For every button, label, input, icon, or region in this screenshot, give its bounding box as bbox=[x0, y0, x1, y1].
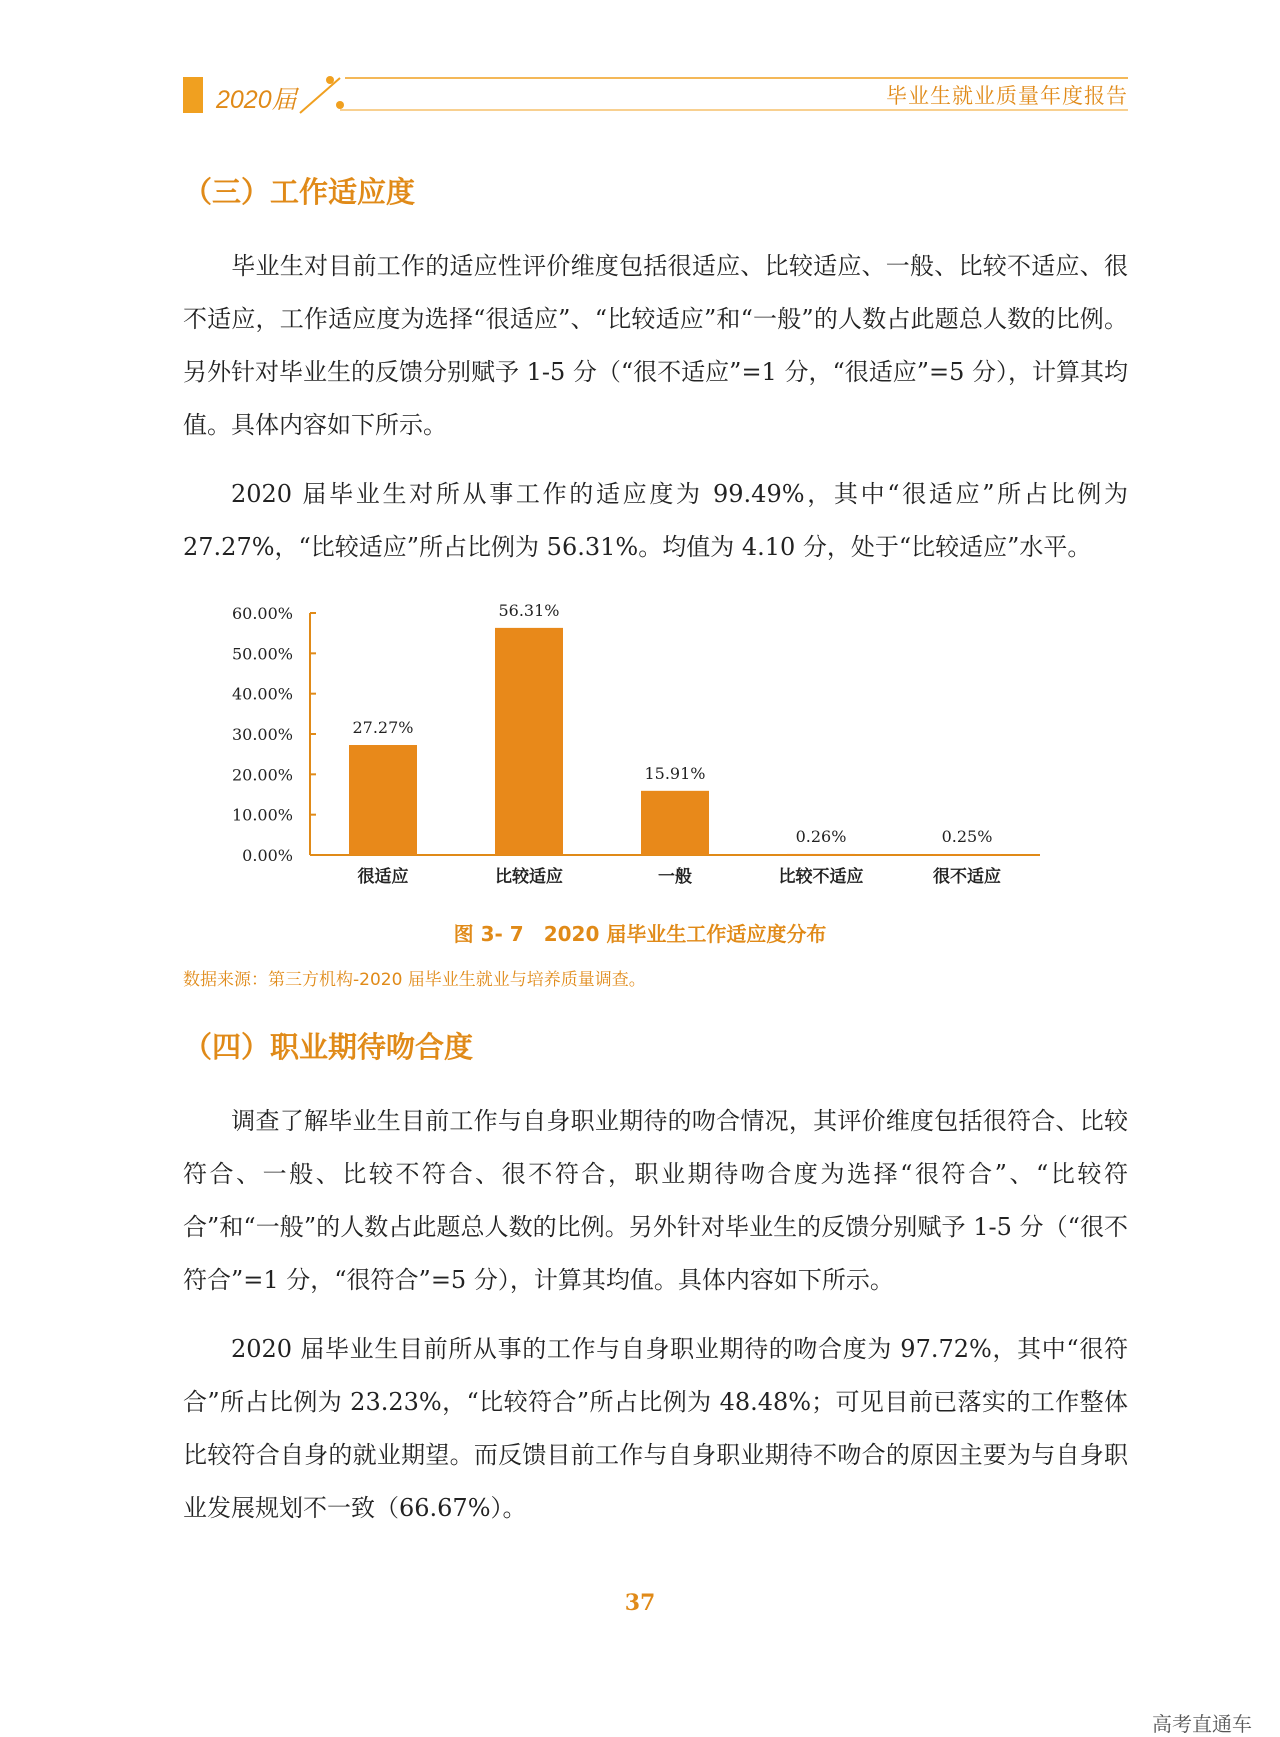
category-label: 比较适应 bbox=[495, 867, 563, 887]
bar bbox=[933, 854, 1001, 855]
data-label: 0.25% bbox=[941, 826, 993, 846]
watermark: 高考直通车 bbox=[1152, 1712, 1252, 1736]
page-number: 37 bbox=[624, 1590, 656, 1616]
section-4-heading: （四）职业期待吻合度 bbox=[183, 1030, 474, 1064]
data-label: 56.31% bbox=[498, 600, 560, 620]
y-tick-label: 20.00% bbox=[231, 765, 293, 785]
category-label: 比较不适应 bbox=[778, 867, 864, 887]
data-label: 15.91% bbox=[644, 763, 706, 783]
category-label: 很不适应 bbox=[933, 867, 1001, 887]
y-tick-label: 50.00% bbox=[231, 644, 293, 664]
header-year: 2020届 bbox=[216, 86, 297, 114]
bar bbox=[787, 854, 855, 855]
y-tick-label: 60.00% bbox=[231, 604, 293, 623]
bar bbox=[349, 745, 417, 855]
header-title: 毕业生就业质量年度报告 bbox=[886, 84, 1128, 108]
y-tick-label: 40.00% bbox=[231, 684, 293, 704]
category-label: 很适应 bbox=[357, 867, 409, 887]
y-tick-label: 0.00% bbox=[242, 846, 293, 865]
section-4-paragraph-2: 2020 届毕业生目前所从事的工作与自身职业期待的吻合度为 97.72%，其中“很符合”所占比例为 23.23%，“比较符合”所占比例为 48.48%；可见目前已落实的工作整体比较符合自身的就业期望。而反馈目前工作与自身职业期待不吻合的原因主要为与自身职业发展规划不一致（66.67%）。 bbox=[183, 1335, 1128, 1522]
y-tick-label: 10.00% bbox=[231, 805, 293, 825]
data-label: 0.26% bbox=[795, 826, 847, 846]
figure-caption: 图 3- 7 2020 届毕业生工作适应度分布 bbox=[453, 922, 827, 946]
data-source-note: 数据来源：第三方机构-2020 届毕业生就业与培养质量调查。 bbox=[183, 970, 646, 990]
section-3-paragraph-1: 毕业生对目前工作的适应性评价维度包括很适应、比较适应、一般、比较不适应、很不适应，工作适应度为选择“很适应”、“比较适应”和“一般”的人数占此题总人数的比例。另外针对毕业生的反馈分别赋予 1-5 分（“很不适应”=1 分，“很适应”=5 分），计算其均值。具体内容如下所示。 bbox=[183, 252, 1128, 439]
section-3-heading: （三）工作适应度 bbox=[183, 175, 416, 209]
adaptability-bar-chart bbox=[0, 590, 1280, 900]
section-4-paragraph-1: 调查了解毕业生目前工作与自身职业期待的吻合情况，其评价维度包括很符合、比较符合、一般、比较不符合、很不符合，职业期待吻合度为选择“很符合”、“比较符合”和“一般”的人数占此题总人数的比例。另外针对毕业生的反馈分别赋予 1-5 分（“很不符合”=1 分，“很符合”=5 分），计算其均值。具体内容如下所示。 bbox=[183, 1107, 1128, 1294]
data-label: 27.27% bbox=[352, 718, 414, 738]
bar bbox=[641, 791, 709, 855]
header-decoration bbox=[0, 0, 1280, 130]
y-tick-label: 30.00% bbox=[231, 725, 293, 744]
category-label: 一般 bbox=[658, 867, 692, 887]
section-3-paragraph-2: 2020 届毕业生对所从事工作的适应度为 99.49%，其中“很适应”所占比例为 27.27%，“比较适应”所占比例为 56.31%。均值为 4.10 分，处于“比较适应”水平。 bbox=[183, 480, 1128, 561]
bar bbox=[495, 628, 563, 855]
